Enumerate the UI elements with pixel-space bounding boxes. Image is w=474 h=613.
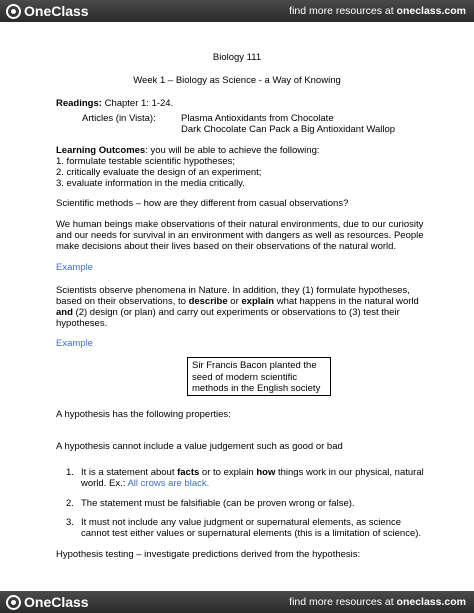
paragraph-2-line: hypotheses. — [56, 318, 108, 329]
how-keyword: how — [256, 467, 276, 478]
outcome-item: 1. formulate testable scientific hypotheses; — [56, 156, 236, 167]
header-find-more-link[interactable]: find more resources at oneclass.com — [289, 5, 466, 17]
header-logo-text: OneClass — [24, 3, 89, 19]
header-bar — [0, 0, 474, 22]
list-number: 1. — [66, 467, 74, 478]
facts-keyword: facts — [177, 467, 200, 478]
oneclass-logo-icon — [6, 595, 21, 610]
articles-label: Articles (in Vista): — [82, 113, 156, 124]
example-link-2[interactable]: Example — [56, 338, 93, 349]
hypothesis-properties-heading: A hypothesis has the following properties: — [56, 409, 231, 420]
paragraph-2-line: and (2) design (or plan) and carry out experiments or observations to (3) test their — [56, 307, 400, 318]
readings-line — [56, 98, 173, 110]
readings-label: Readings: — [56, 98, 102, 109]
describe-keyword: describe — [188, 296, 228, 307]
hypothesis-testing-line: Hypothesis testing – investigate predictions derived from the hypothesis: — [56, 549, 361, 560]
course-title: Biology 111 — [212, 52, 262, 63]
value-judgement-note: A hypothesis cannot include a value judgement such as good or bad — [56, 441, 343, 452]
note-line: methods in the English society — [192, 383, 321, 394]
property-3-line: It must not include any value judgment or supernatural elements, as science — [81, 517, 402, 528]
paragraph-1-line: make decisions about their lives based on their observations of the natural world. — [56, 241, 397, 252]
header-site-name: oneclass.com — [396, 5, 466, 17]
crows-example-link[interactable]: All crows are black. — [127, 478, 210, 489]
outcome-item: 3. evaluate information in the media critically. — [56, 178, 245, 189]
explain-keyword: explain — [241, 296, 275, 307]
header-logo[interactable] — [6, 1, 89, 21]
outcome-item: 2. critically evaluate the design of an experiment; — [56, 167, 262, 178]
note-line: Sir Francis Bacon planted the — [192, 360, 317, 371]
paragraph-1-line: We human beings make observations of their natural environments, due to our curiosity — [56, 219, 424, 230]
paragraph-2-line: based on their observations, to describe or explain what happens in the natural world — [56, 296, 419, 307]
readings-value: Chapter 1: 1-24. — [101, 98, 174, 109]
property-3-line: cannot test either values or supernatural elements (this is a limitation of science). — [81, 528, 422, 539]
outcomes-label: Learning Outcomes — [56, 145, 146, 156]
footer-find-more-link[interactable]: find more resources at oneclass.com — [289, 596, 466, 608]
paragraph-2-line: Scientists observe phenomena in Nature. In addition, they (1) formulate hypotheses, — [56, 285, 410, 296]
list-number: 2. — [66, 498, 74, 509]
scientific-methods-question: Scientific methods – how are they different from casual observations? — [56, 198, 349, 209]
property-2-line: The statement must be falsifiable (can be proven wrong or false). — [81, 498, 355, 509]
list-number: 3. — [66, 517, 74, 528]
and-keyword: and — [56, 307, 73, 318]
note-line: seed of modern scientific — [192, 371, 298, 383]
footer-site-name: oneclass.com — [396, 596, 466, 608]
article-1: Plasma Antioxidants from Chocolate — [181, 113, 334, 124]
francis-bacon-note — [187, 357, 331, 396]
property-1-line: world. Ex.: All crows are black. — [81, 478, 210, 489]
paragraph-1-line: and our needs for survival in an environment with dangers as well as resources. People — [56, 230, 424, 241]
example-link-1[interactable]: Example — [56, 262, 93, 273]
article-2: Dark Chocolate Can Pack a Big Antioxidant Wallop — [181, 124, 396, 135]
oneclass-logo-icon — [6, 4, 21, 19]
footer-logo-text: OneClass — [24, 594, 89, 610]
outcomes-intro-line: Learning Outcomes: you will be able to achieve the following: — [56, 145, 320, 156]
property-1-line: It is a statement about facts or to explain how things work in our physical, natural — [81, 467, 424, 478]
footer-bar — [0, 591, 474, 613]
week-title: Week 1 – Biology as Science - a Way of Knowing — [133, 75, 341, 86]
footer-logo[interactable] — [6, 592, 89, 612]
